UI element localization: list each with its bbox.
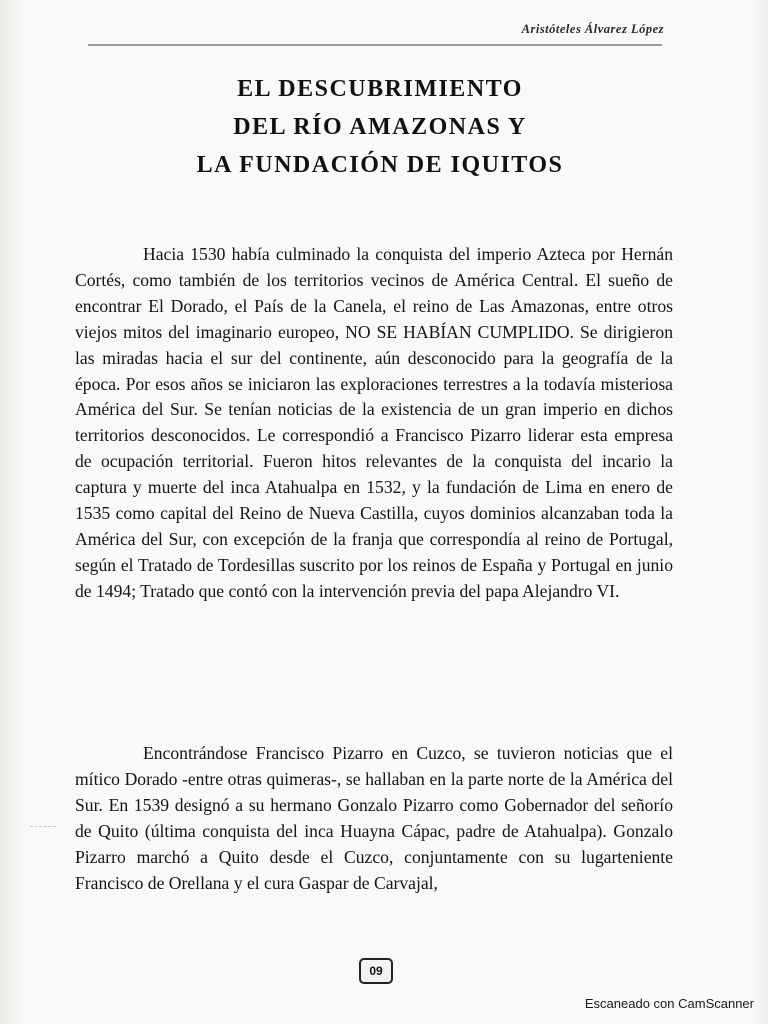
page-number-badge: 09 xyxy=(359,958,393,984)
page-edge-shadow xyxy=(752,0,768,1024)
header-rule xyxy=(88,44,662,46)
chapter-title-line-3: LA FUNDACIÓN DE IQUITOS xyxy=(196,152,564,178)
running-head-author: Aristóteles Álvarez López xyxy=(521,22,664,36)
body-paragraph-2 xyxy=(75,741,673,896)
camscanner-watermark: Escaneado con CamScanner xyxy=(584,996,754,1011)
chapter-title xyxy=(80,70,680,184)
page-gutter-shadow xyxy=(0,0,22,1024)
margin-mark xyxy=(30,826,56,827)
body-paragraph-1 xyxy=(75,242,673,605)
paragraph-text: Hacia 1530 había culminado la conquista del imperio Azteca por Hernán Cortés, como también de los territorios vecinos de América Central. El sueño de encontrar El Dorado, el País de la Canela, el reino de Las Amazonas, entre otros viejos mitos del imaginario europeo, NO SE HABÍAN CUMPLIDO. Se dirigieron las miradas hacia el sur del continente, aún desconocido para la geografía de la época. Por esos años se iniciaron las exploraciones terrestres a la todavía misteriosa América del Sur. Se tenían noticias de la existencia de un gran imperio en dichos territorios desconocidos. Le correspondió a Francisco Pizarro liderar esta empresa de ocupación territorial. Fueron hitos relevantes de la conquista del incario la captura y muerte del inca Atahualpa en 1532, y la fundación de Lima en enero de 1535 como capital del Reino de Nueva Castilla, cuyos dominios alcanzaban toda la América del Sur, con excepción de la franja que correspondía al reino de Portugal, según el Tratado de Tordesillas suscrito por los reinos de España y Portugal en junio de 1494; Tratado que contó con la intervención previa del papa Alejandro VI. xyxy=(75,244,673,601)
paragraph-text: Encontrándose Francisco Pizarro en Cuzco, se tuvieron noticias que el mítico Dorado -entre otras quimeras-, se hallaban en la parte norte de la América del Sur. En 1539 designó a su hermano Gonzalo Pizarro como Gobernador del señorío de Quito (última conquista del inca Huayna Cápac, padre de Atahualpa). Gonzalo Pizarro marchó a Quito desde el Cuzco, conjuntamente con su lugarteniente Francisco de Orellana y el cura Gaspar de Carvajal, xyxy=(75,743,673,893)
chapter-title-line-1: EL DESCUBRIMIENTO xyxy=(237,76,523,102)
chapter-title-line-2: DEL RÍO AMAZONAS Y xyxy=(233,114,527,140)
